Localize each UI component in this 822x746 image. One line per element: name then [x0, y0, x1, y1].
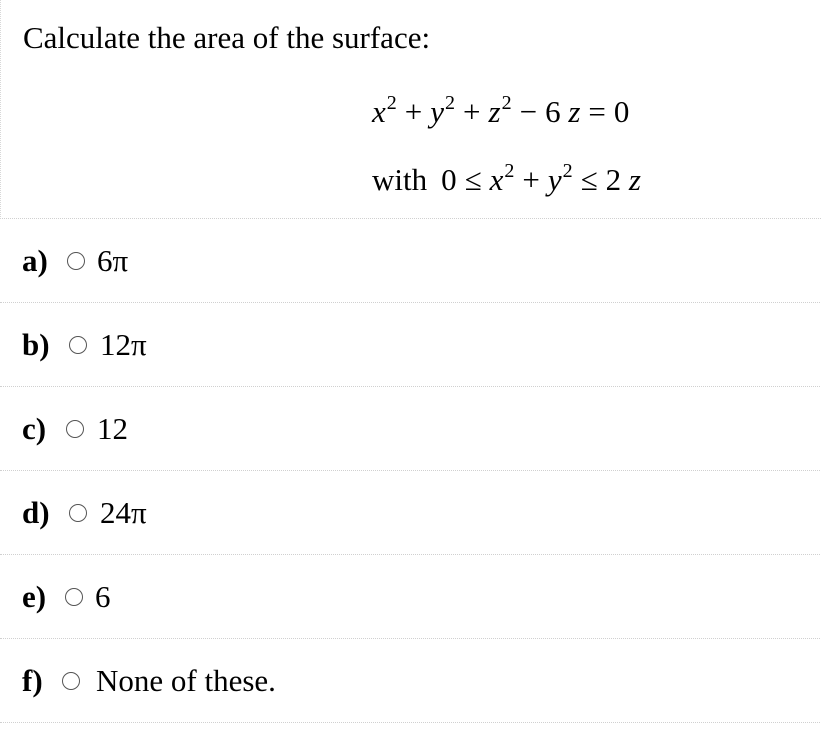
plus-sign: +	[463, 94, 481, 129]
option-letter: c)	[22, 411, 47, 446]
option-c-radio[interactable]	[66, 420, 84, 438]
surface-equation	[372, 92, 629, 136]
exponent: 2	[504, 160, 515, 182]
minus-sign: −	[519, 94, 538, 129]
var-z: z	[628, 162, 641, 197]
exponent: 2	[562, 160, 573, 182]
option-b[interactable]	[0, 303, 820, 387]
option-f-text: None of these.	[96, 663, 276, 698]
with-word: with	[372, 162, 428, 197]
coefficient: 6	[545, 94, 561, 129]
option-a[interactable]	[0, 219, 820, 303]
option-letter: b)	[22, 327, 50, 362]
option-b-text: 12π	[100, 327, 147, 362]
option-e-radio[interactable]	[65, 588, 83, 606]
option-a-text: 6π	[97, 243, 129, 278]
var-x: x	[489, 162, 504, 197]
var-z: z	[568, 94, 581, 129]
option-d-radio[interactable]	[69, 504, 87, 522]
constraint-inequality	[372, 160, 641, 204]
plus-sign: +	[404, 94, 423, 129]
rhs-value: 0	[613, 94, 630, 129]
option-a-radio[interactable]	[67, 252, 85, 270]
var-y: y	[547, 162, 562, 197]
option-e[interactable]	[0, 555, 820, 639]
option-letter: e)	[22, 579, 47, 614]
equals-sign: =	[588, 94, 606, 129]
option-f-radio[interactable]	[62, 672, 80, 690]
leq-sign: ≤	[580, 162, 598, 197]
var-z: z	[488, 94, 501, 129]
exponent: 2	[501, 92, 512, 114]
option-d[interactable]	[0, 471, 820, 555]
lower-bound: 0	[441, 162, 457, 197]
question-prompt: Calculate the area of the surface:	[23, 20, 431, 55]
option-b-radio[interactable]	[69, 336, 87, 354]
var-x: x	[372, 94, 386, 129]
option-f[interactable]	[0, 639, 820, 723]
upper-coefficient: 2	[605, 162, 622, 197]
option-d-text: 24π	[100, 495, 147, 530]
option-c-text: 12	[97, 411, 128, 446]
question-block	[0, 0, 821, 219]
var-y: y	[430, 94, 445, 129]
exponent: 2	[445, 92, 456, 114]
option-letter: f)	[22, 663, 43, 698]
option-letter: a)	[22, 243, 48, 278]
leq-sign: ≤	[464, 162, 482, 197]
exponent: 2	[386, 92, 397, 114]
option-letter: d)	[22, 495, 50, 530]
plus-sign: +	[522, 162, 540, 197]
option-c[interactable]	[0, 387, 820, 471]
option-e-text: 6	[95, 579, 111, 614]
